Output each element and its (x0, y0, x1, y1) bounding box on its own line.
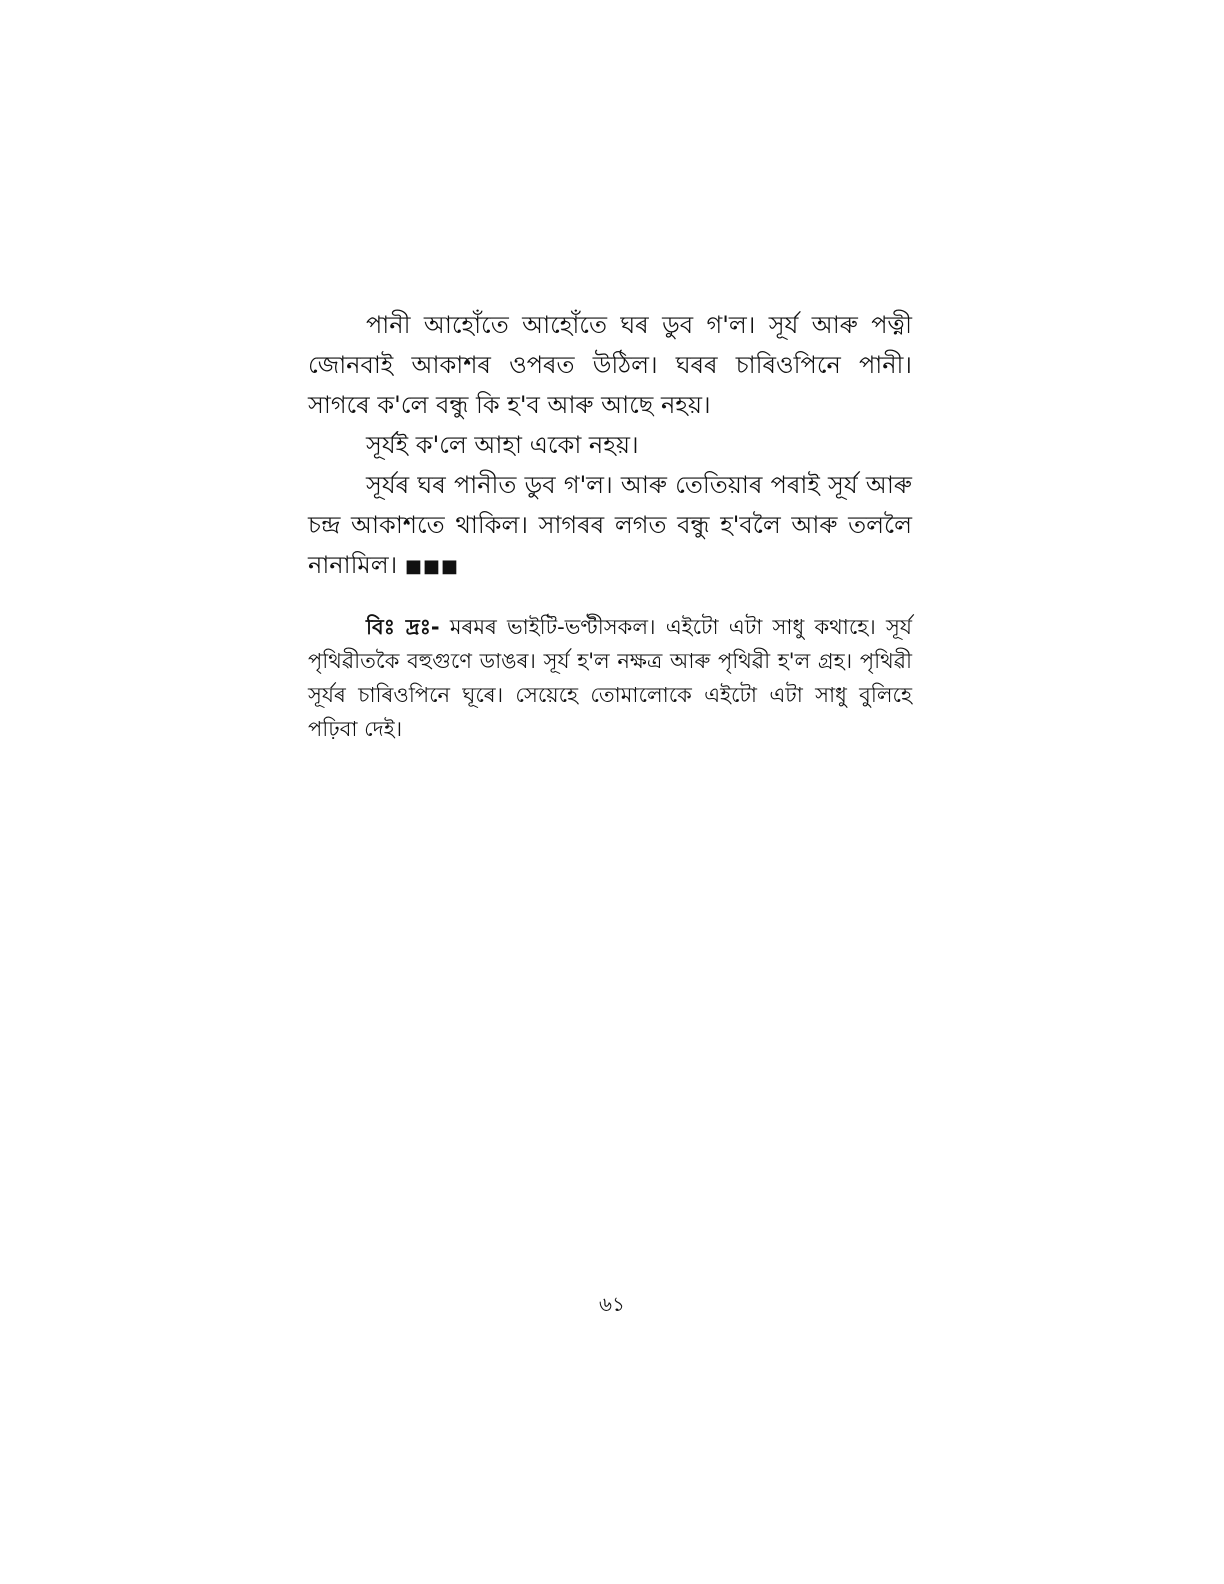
note-text: মৰমৰ ভাইটি-ভণ্টীসকল। এইটো এটা সাধু কথাহে। সূৰ্য পৃথিৱীতকৈ বহুগুণে ডাঙৰ। সূৰ্য হ'ল নক্ষত্ৰ আৰু পৃথিৱী হ'ল গ্ৰহ। পৃথিৱী সূৰ্যৰ চাৰিওপিনে ঘূৰে। সেয়েহে তোমালোকে এইটো এটা সাধু বুলিহে পঢ়িবা দেই। (308, 615, 912, 741)
note-paragraph (308, 610, 912, 746)
paragraph-1: পানী আহোঁতে আহোঁতে ঘৰ ডুব গ'ল। সূৰ্য আৰু পত্নী জোনবাই আকাশৰ ওপৰত উঠিল। ঘৰৰ চাৰিওপিনে পানী। সাগৰে ক'লে বন্ধু কি হ'ব আৰু আছে নহয়। (308, 311, 912, 419)
page-number: ৬১ (599, 1292, 625, 1316)
paragraph-3-text: সূৰ্যৰ ঘৰ পানীত ডুব গ'ল। আৰু তেতিয়াৰ পৰাই সূৰ্য আৰু চন্দ্ৰ আকাশতে থাকিল। সাগৰৰ লগত বন্ধু হ'বলৈ আৰু তললৈ নানামিল। (308, 471, 912, 579)
note-label: বিঃ দ্ৰঃ- (366, 615, 440, 639)
footnote (308, 610, 912, 746)
story-text (308, 305, 912, 587)
paragraph-2: সূৰ্যই ক'লে আহা একো নহয়। (366, 431, 639, 459)
end-marks: ■■■ (404, 556, 459, 577)
paragraph-3 (308, 465, 912, 587)
